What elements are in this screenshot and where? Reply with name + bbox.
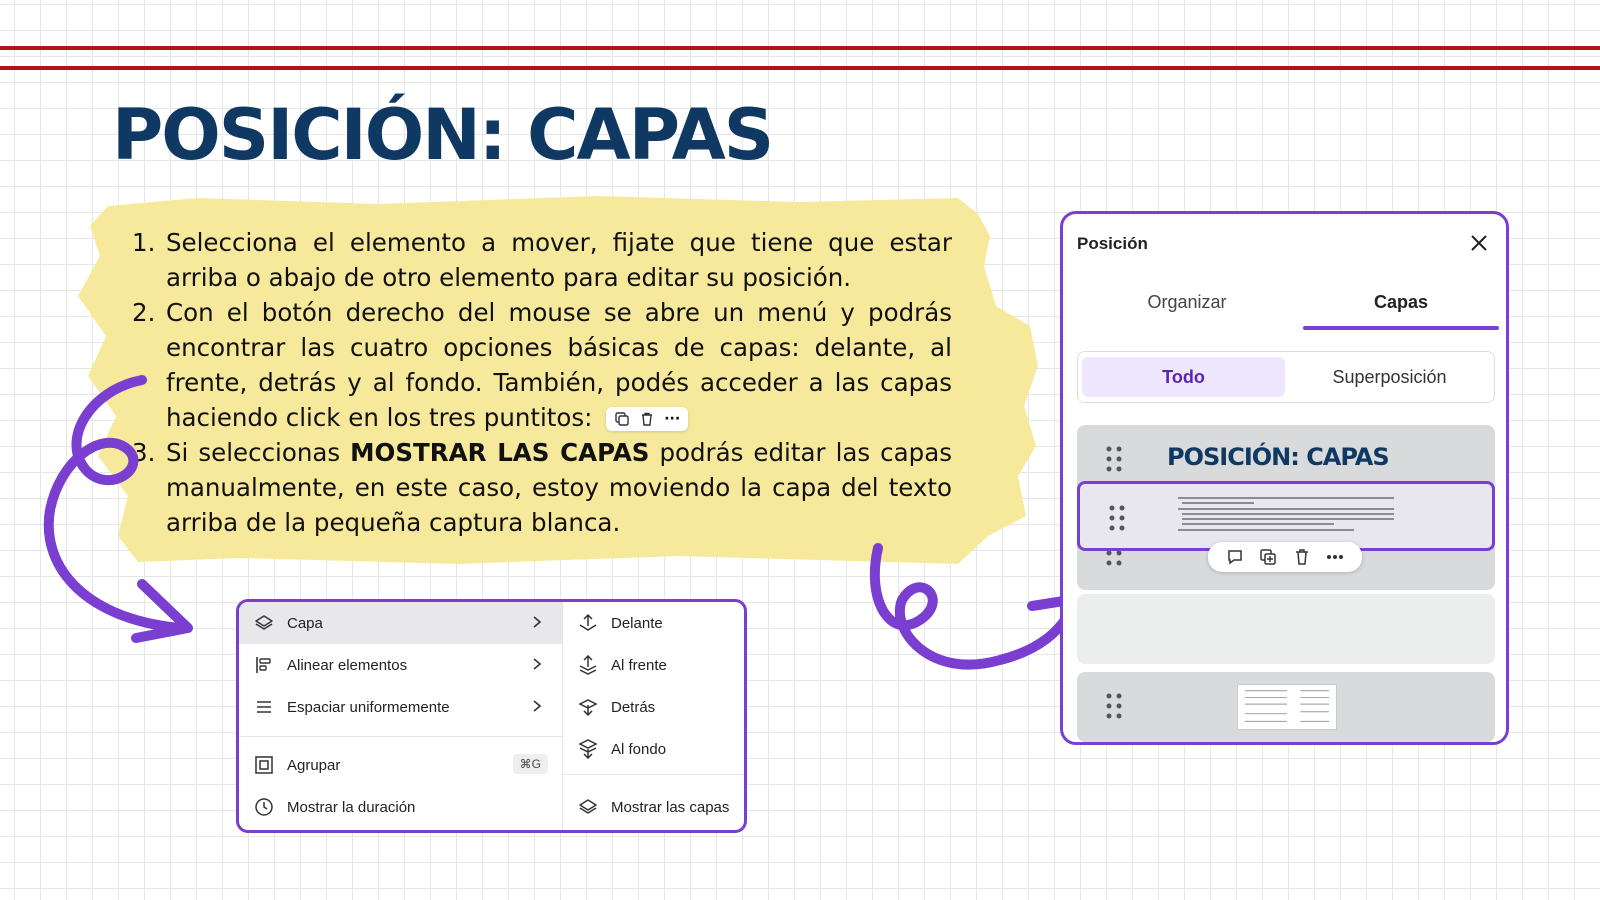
group-icon bbox=[254, 755, 274, 775]
more-icon[interactable] bbox=[1326, 548, 1344, 566]
active-tab-indicator bbox=[1303, 326, 1499, 330]
menu-item-label: Detrás bbox=[611, 698, 656, 716]
drag-handle-icon[interactable] bbox=[1105, 549, 1123, 577]
layer-item-screenshot[interactable] bbox=[1077, 672, 1495, 742]
panel-title: Posición bbox=[1077, 234, 1148, 253]
menu-item-duracion[interactable] bbox=[239, 786, 562, 828]
instruction-number: 1. bbox=[132, 228, 156, 257]
backward-icon bbox=[578, 697, 598, 717]
menu-divider bbox=[239, 736, 562, 737]
menu-item-label: Espaciar uniformemente bbox=[287, 698, 450, 716]
mini-toolbar bbox=[606, 407, 688, 431]
menu-item-label: Mostrar las capas bbox=[611, 798, 730, 816]
drag-handle-icon[interactable] bbox=[1105, 445, 1123, 473]
instruction-text: podrás editar las capas manualmente, en este caso, estoy moviendo la capa del texto arriba de la pequeña captura blanca. bbox=[166, 438, 952, 537]
chevron-right-icon bbox=[530, 698, 544, 714]
instruction-number: 2. bbox=[132, 298, 156, 327]
menu-item-agrupar[interactable] bbox=[239, 744, 562, 786]
second-red-line bbox=[0, 66, 1600, 70]
segment-todo[interactable]: Todo bbox=[1082, 357, 1285, 397]
close-icon[interactable] bbox=[1468, 232, 1490, 254]
align-icon bbox=[254, 655, 274, 675]
instruction-3 bbox=[132, 435, 952, 540]
menu-item-label: Mostrar la duración bbox=[287, 798, 416, 816]
instruction-text: Selecciona el elemento a mover, fijate que tiene que estar arriba o abajo de otro elemento para editar su posición. bbox=[166, 228, 952, 292]
duplicate-icon bbox=[614, 411, 630, 427]
layer-item-text-selected[interactable] bbox=[1077, 481, 1495, 551]
position-panel bbox=[1060, 211, 1509, 745]
chevron-right-icon bbox=[530, 656, 544, 672]
tab-capas[interactable]: Capas bbox=[1373, 292, 1429, 312]
instruction-text: Con el botón derecho del mouse se abre un menú y podrás encontrar las cuatro opciones básicas de capas: delante, al frente, detrás y al fondo. También, podés acceder a las capas haciendo click en los tres puntitos: bbox=[166, 298, 952, 432]
layers-icon bbox=[578, 797, 598, 817]
instruction-2 bbox=[132, 295, 952, 435]
to-back-icon bbox=[578, 739, 598, 759]
menu-item-label: Alinear elementos bbox=[287, 656, 408, 674]
menu-item-label: Al frente bbox=[611, 656, 667, 674]
page-title: POSICIÓN: CAPAS bbox=[112, 94, 773, 176]
menu-divider bbox=[563, 774, 744, 775]
menu-item-mostrar-capas[interactable] bbox=[563, 786, 744, 828]
forward-icon bbox=[578, 613, 598, 633]
segment-superposicion[interactable]: Superposición bbox=[1332, 366, 1447, 387]
menu-item-label: Delante bbox=[611, 614, 663, 632]
instruction-number: 3. bbox=[132, 438, 156, 467]
drag-handle-icon[interactable] bbox=[1105, 692, 1123, 720]
menu-column-left bbox=[239, 602, 563, 830]
trash-icon bbox=[639, 411, 655, 427]
menu-item-label: Al fondo bbox=[611, 740, 667, 758]
instruction-1 bbox=[132, 225, 952, 295]
menu-item-detras[interactable] bbox=[563, 686, 744, 728]
layer-thumb-title: POSICIÓN: CAPAS bbox=[1167, 443, 1389, 471]
menu-item-label: Capa bbox=[287, 614, 323, 632]
top-red-line bbox=[0, 46, 1600, 50]
menu-item-al-fondo[interactable] bbox=[563, 728, 744, 770]
text-thumbnail bbox=[1174, 494, 1398, 540]
layers-icon bbox=[254, 613, 274, 633]
instructions bbox=[132, 225, 952, 540]
shortcut-badge: ⌘G bbox=[513, 754, 548, 774]
layer-item-empty[interactable] bbox=[1077, 594, 1495, 664]
chevron-right-icon bbox=[530, 614, 544, 630]
instruction-bold: MOSTRAR LAS CAPAS bbox=[350, 438, 650, 467]
screenshot-thumbnail-lines bbox=[1238, 685, 1336, 729]
drag-handle-icon[interactable] bbox=[1108, 504, 1126, 532]
menu-item-espaciar[interactable] bbox=[239, 686, 562, 728]
to-front-icon bbox=[578, 655, 598, 675]
menu-column-right bbox=[563, 602, 744, 830]
menu-item-alinear[interactable] bbox=[239, 644, 562, 686]
menu-item-al-frente[interactable] bbox=[563, 644, 744, 686]
screenshot-thumbnail bbox=[1237, 684, 1337, 730]
tab-organizar[interactable]: Organizar bbox=[1147, 292, 1227, 312]
context-menu bbox=[236, 599, 747, 833]
spacing-icon bbox=[254, 697, 274, 717]
curly-arrow-left bbox=[30, 370, 220, 660]
menu-item-delante[interactable] bbox=[563, 602, 744, 644]
floating-toolbar bbox=[1208, 542, 1362, 572]
more-icon: ··· bbox=[664, 410, 681, 427]
trash-icon[interactable] bbox=[1293, 548, 1311, 566]
duplicate-icon[interactable] bbox=[1259, 548, 1277, 566]
clock-icon bbox=[254, 797, 274, 817]
comment-icon[interactable] bbox=[1226, 548, 1244, 566]
menu-item-capa[interactable] bbox=[239, 602, 562, 644]
menu-item-label: Agrupar bbox=[287, 756, 341, 774]
instruction-text: Si seleccionas bbox=[166, 438, 341, 467]
segment-control bbox=[1077, 351, 1495, 403]
